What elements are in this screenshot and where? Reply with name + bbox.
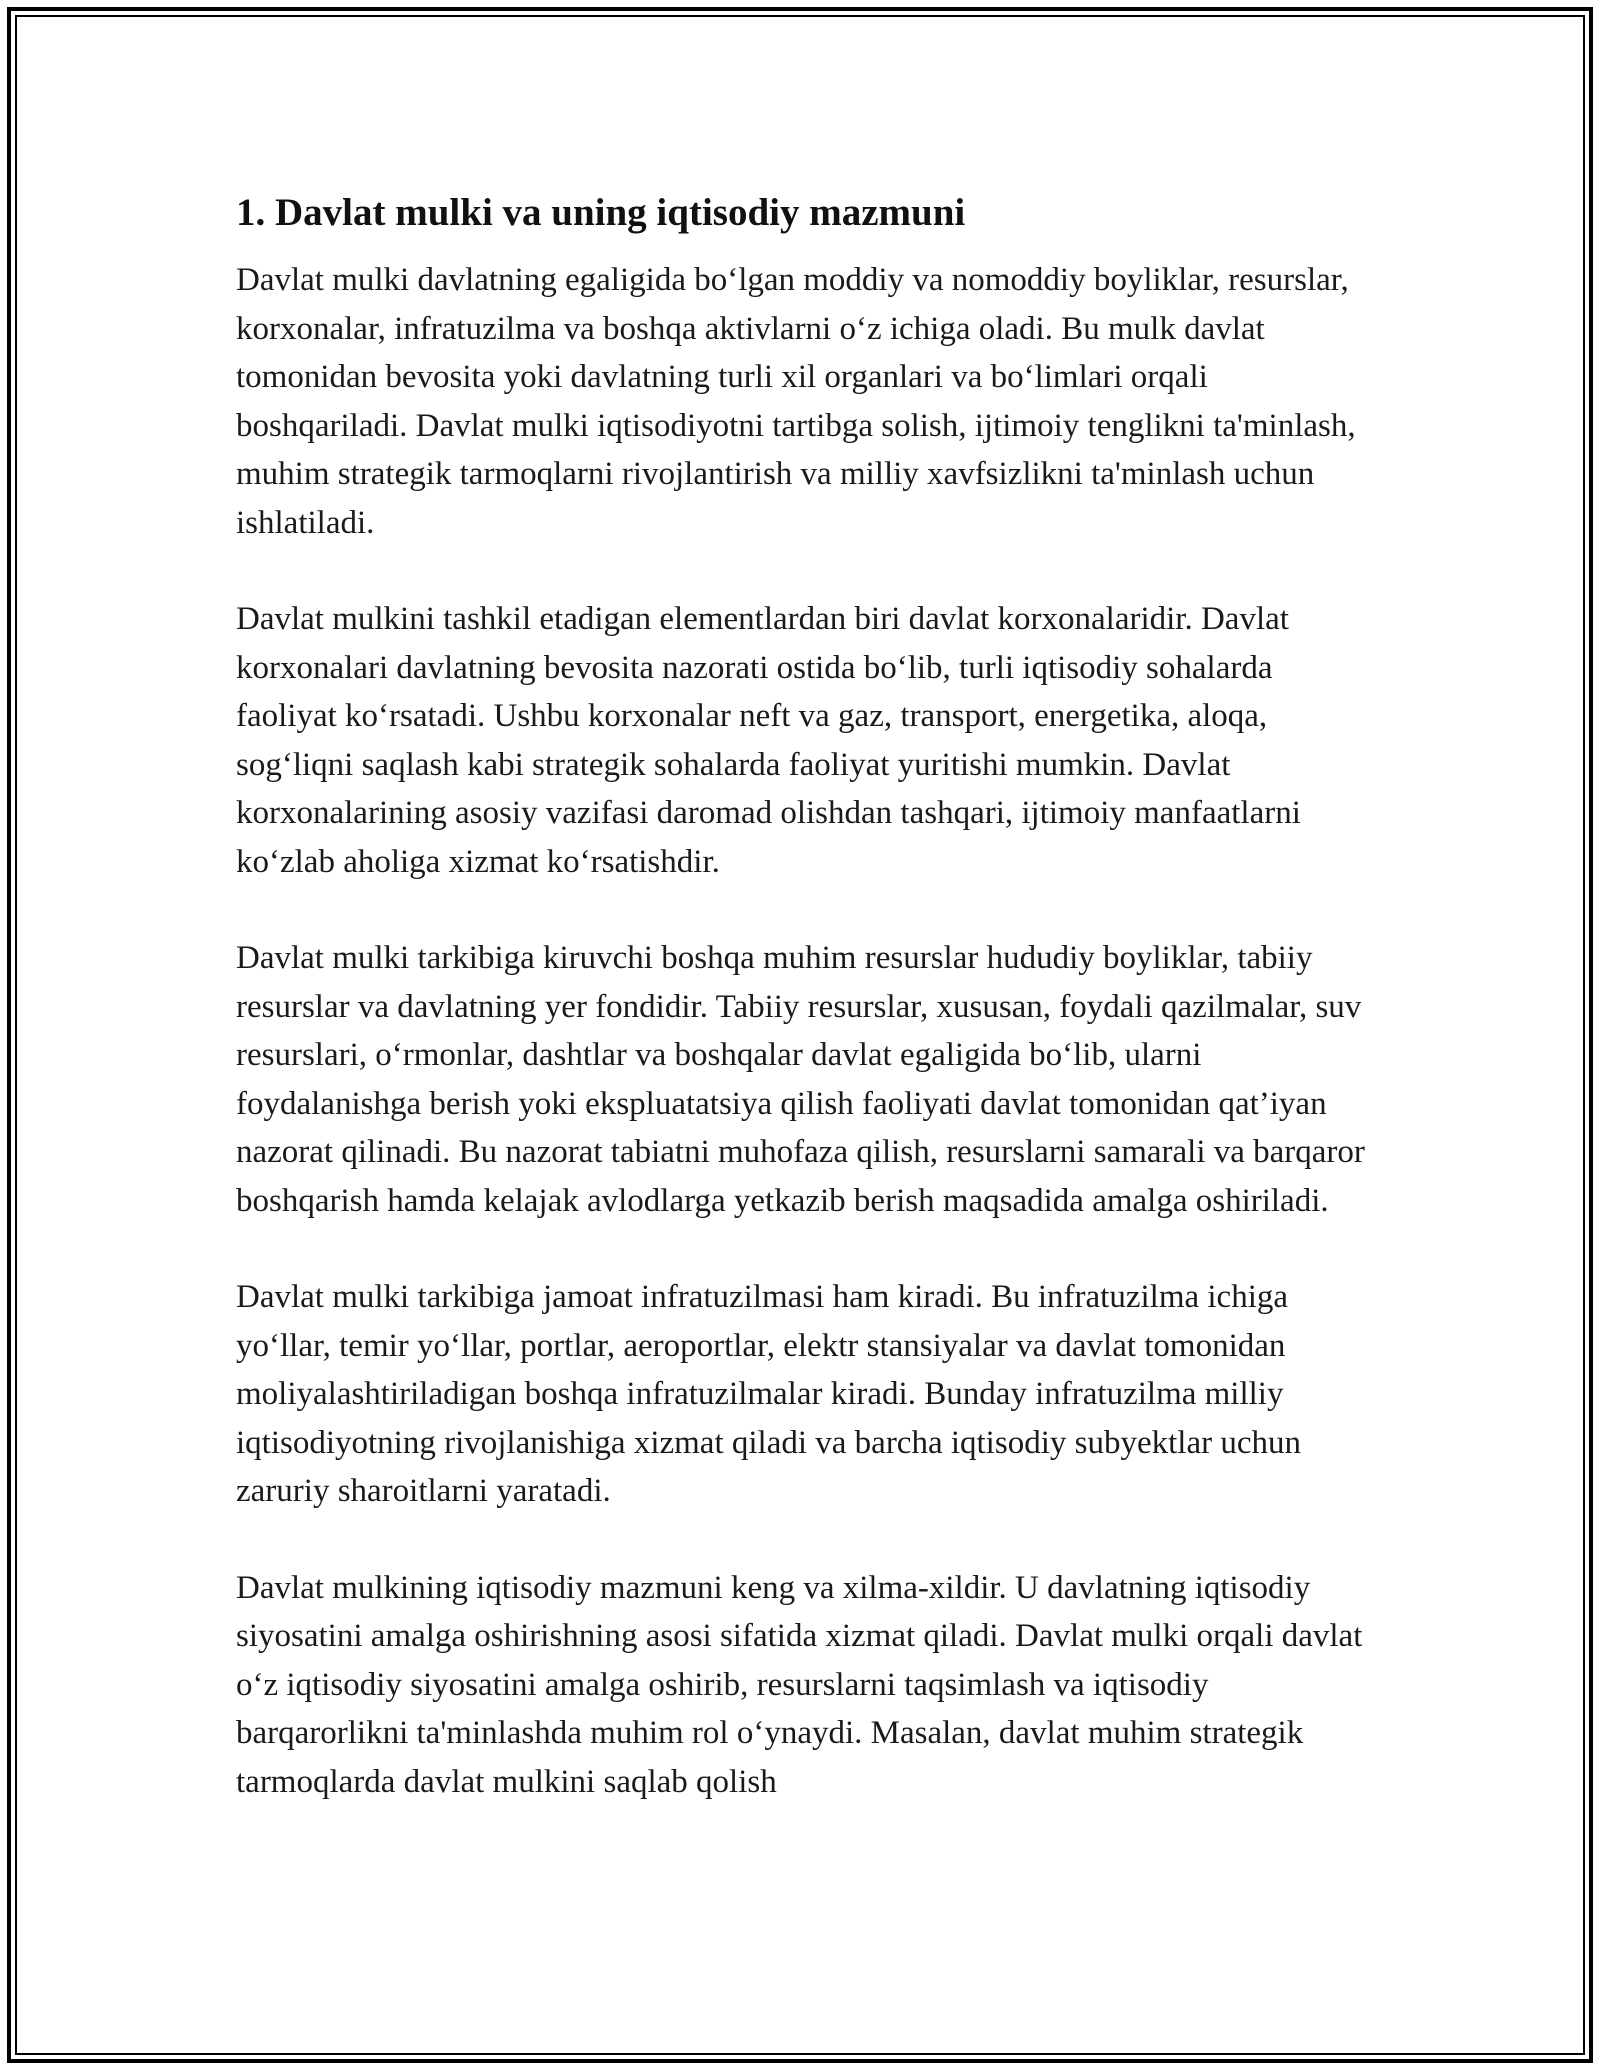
section-heading: 1. Davlat mulki va uning iqtisodiy mazmuni — [236, 191, 966, 234]
paragraph-4: Davlat mulki tarkibiga jamoat infratuzilmasi ham kiradi. Bu infratuzilma ichiga yo‘llar, temir yo‘llar, portlar, aeroportlar, elektr stansiyalar va davlat tomonidan moliyalashtiriladigan boshqa infratuzilmalar kiradi. Bunday infratuzilma milliy iqtisodiyotning rivojlanishiga xizmat qiladi va barcha iqtisodiy subyektlar uchun zaruriy sharoitlarni yaratadi. — [236, 1279, 1301, 1509]
document-body — [236, 184, 1376, 1806]
paragraph-5: Davlat mulkining iqtisodiy mazmuni keng va xilma-xildir. U davlatning iqtisodiy siyosatini amalga oshirishning asosi sifatida xizmat qiladi. Davlat mulki orqali davlat o‘z iqtisodiy siyosatini amalga oshirib, resurslarni taqsimlash va iqtisodiy barqarorlikni ta'minlashda muhim rol o‘ynaydi. Masalan, davlat muhim strategik tarmoqlarda davlat mulkini saqlab qolish — [236, 1569, 1363, 1800]
paragraph-2: Davlat mulkini tashkil etadigan elementlardan biri davlat korxonalaridir. Davlat korxonalari davlatning bevosita nazorati ostida bo‘lib, turli iqtisodiy sohalarda faoliyat ko‘rsatadi. Ushbu korxonalar neft va gaz, transport, energetika, aloqa, sog‘liqni saqlash kabi strategik sohalarda faoliyat yuritishi mumkin. Davlat korxonalarining asosiy vazifasi daromad olishdan tashqari, ijtimoiy manfaatlarni ko‘zlab aholiga xizmat ko‘rsatishdir. — [236, 601, 1301, 880]
paragraph-1: Davlat mulki davlatning egaligida bo‘lgan moddiy va nomoddiy boyliklar, resurslar, korxonalar, infratuzilma va boshqa aktivlarni o‘z ichiga oladi. Bu mulk davlat tomonidan bevosita yoki davlatning turli xil organlari va bo‘limlari orqali boshqariladi. Davlat mulki iqtisodiyotni tartibga solish, ijtimoiy tenglikni ta'minlash, muhim strategik tarmoqlarni rivojlantirish va milliy xavfsizlikni ta'minlash uchun ishlatiladi. — [236, 262, 1356, 541]
paragraph-3: Davlat mulki tarkibiga kiruvchi boshqa muhim resurslar hududiy boyliklar, tabiiy resurslar va davlatning yer fondidir. Tabiiy resurslar, xususan, foydali qazilmalar, suv resurslari, o‘rmonlar, dashtlar va boshqalar davlat egaligida bo‘lib, ularni foydalanishga berish yoki ekspluatatsiya qilish faoliyati davlat tomonidan qat’iyan nazorat qilinadi. Bu nazorat tabiatni muhofaza qilish, resurslarni samarali va barqaror boshqarish hamda kelajak avlodlarga yetkazib berish maqsadida amalga oshiriladi. — [236, 940, 1365, 1219]
